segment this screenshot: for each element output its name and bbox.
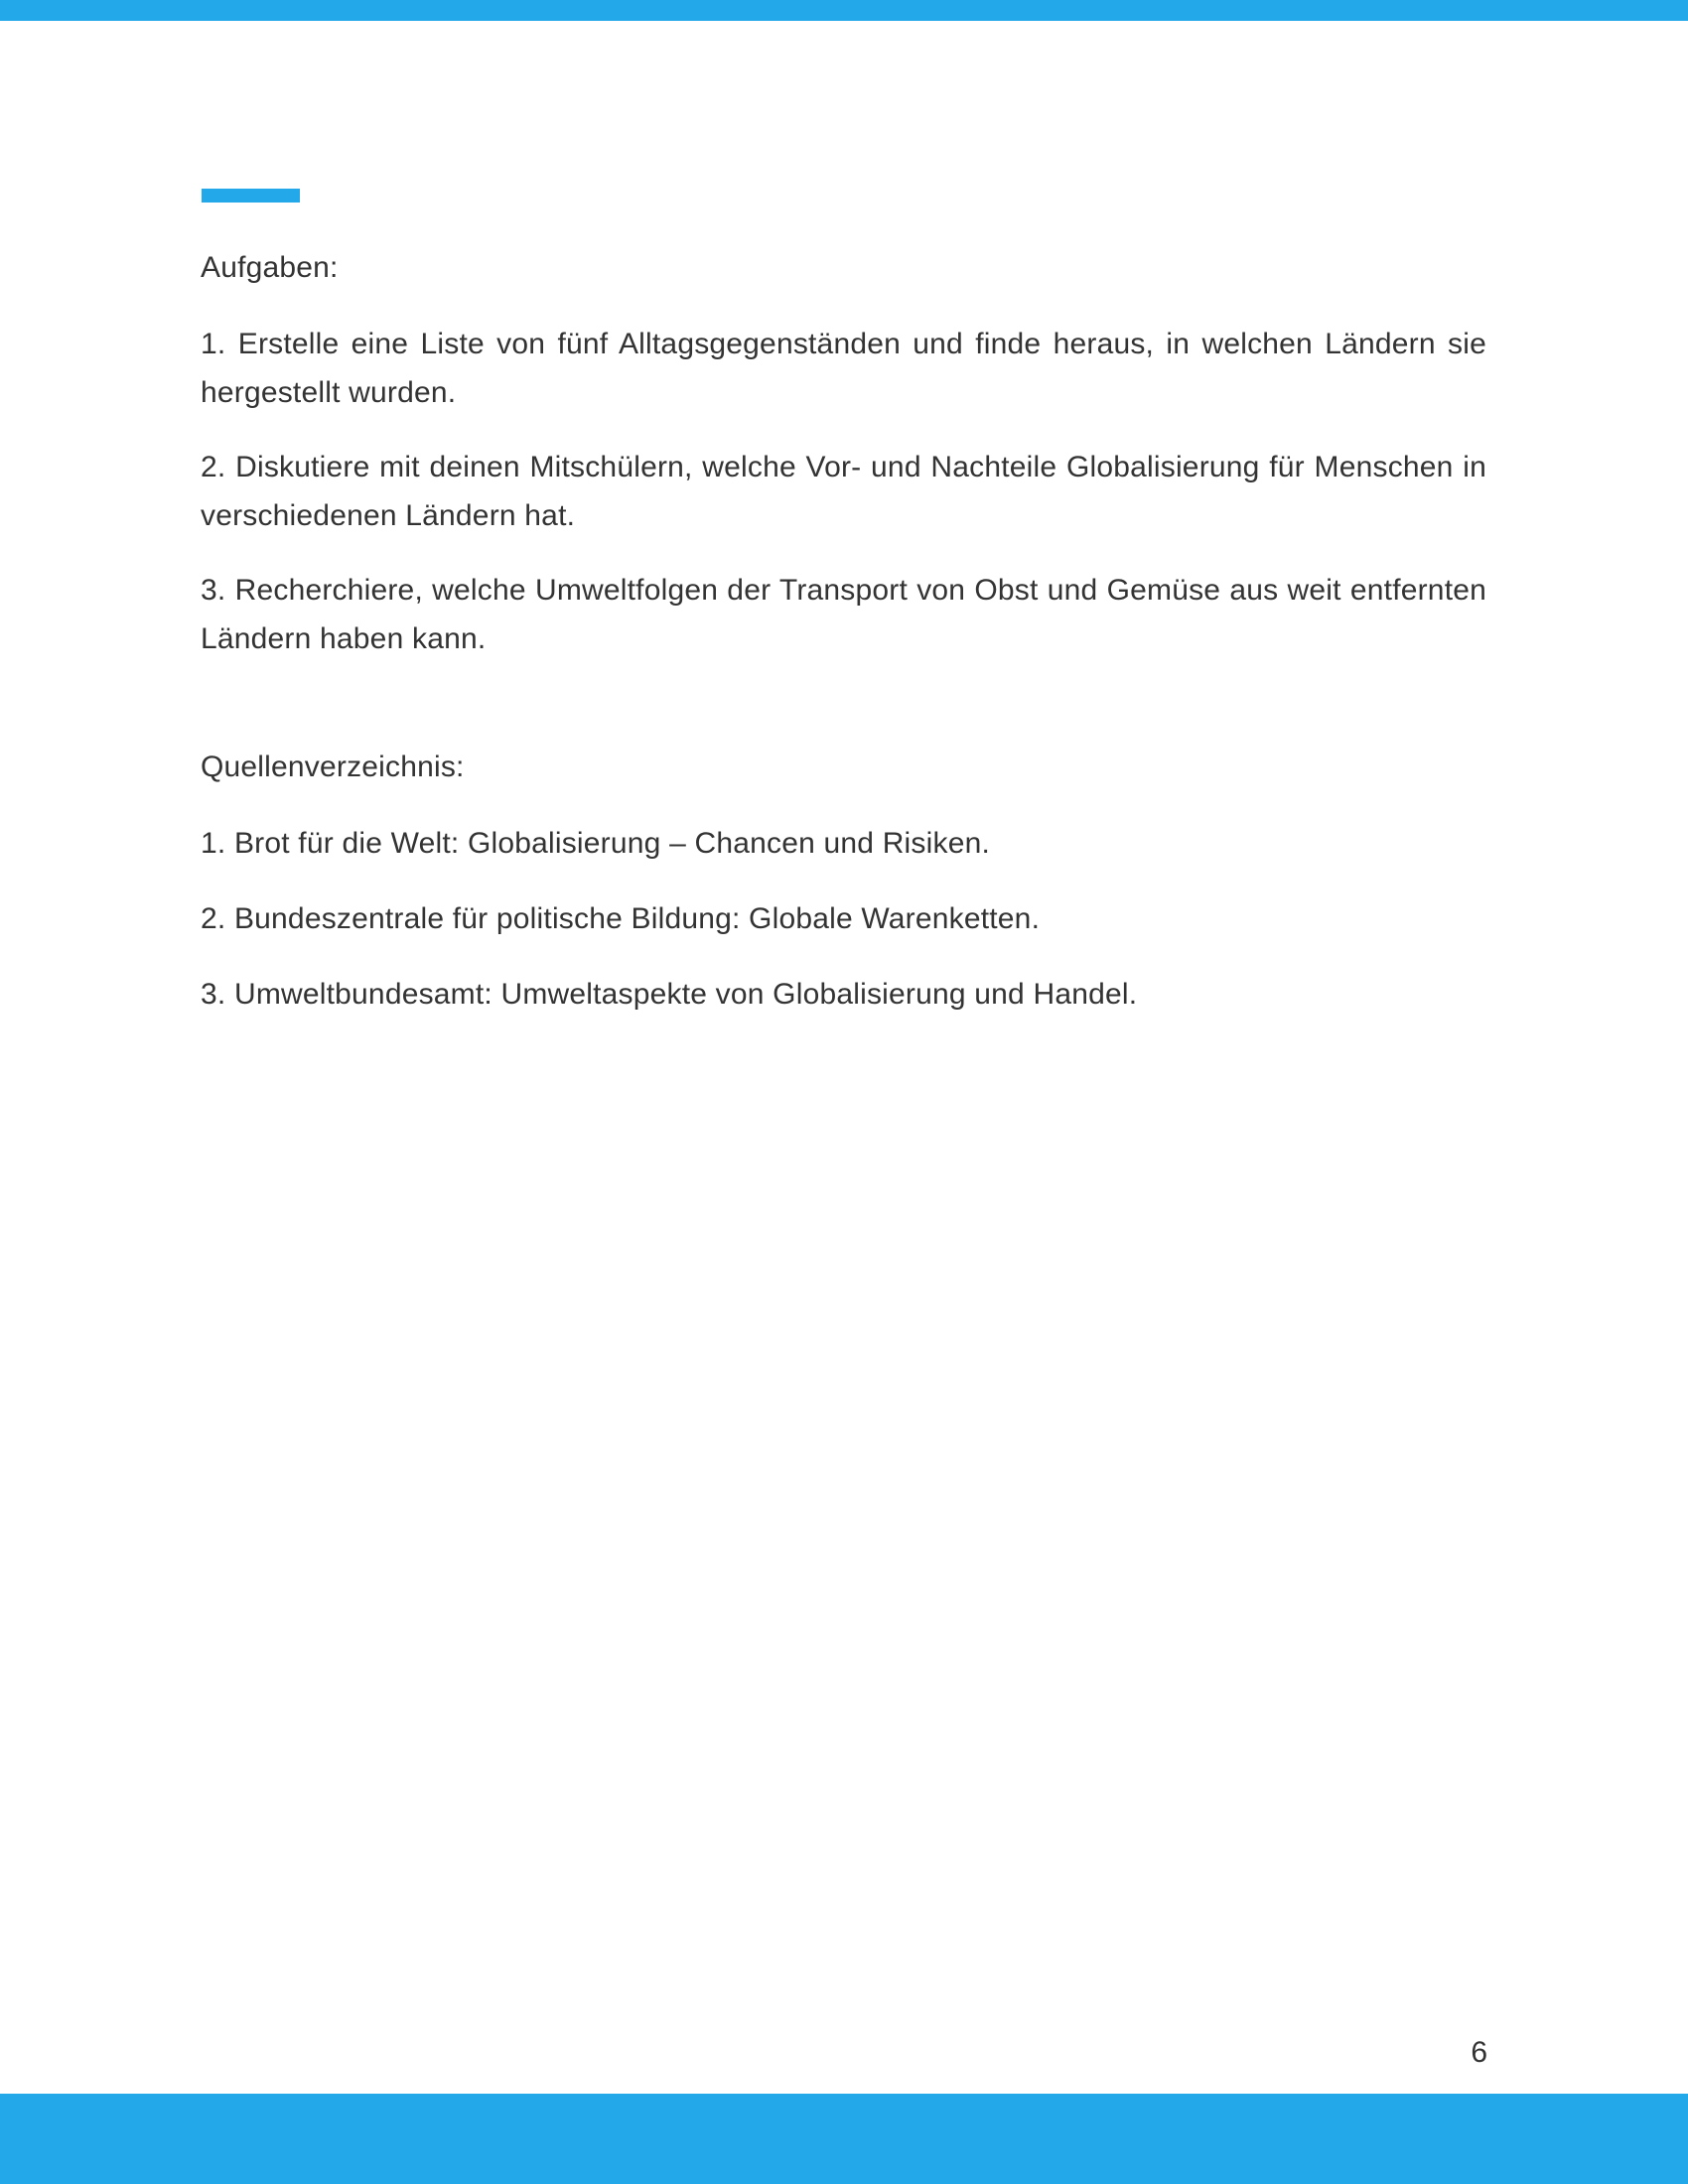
page-number: 6 bbox=[1471, 2036, 1487, 2069]
tasks-heading: Aufgaben: bbox=[201, 251, 339, 284]
task-item-3: 3. Recherchiere, welche Umweltfolgen der Transport von Obst und Gemüse aus weit entfernten Ländern haben kann. bbox=[201, 574, 1486, 655]
section-accent-mark bbox=[202, 189, 300, 203]
top-accent-bar bbox=[0, 0, 1688, 21]
task-item-1: 1. Erstelle eine Liste von fünf Alltagsgegenständen und finde heraus, in welchen Ländern sie hergestellt wurden. bbox=[201, 328, 1486, 409]
source-item-2: 2. Bundeszentrale für politische Bildung: Globale Warenketten. bbox=[201, 902, 1041, 935]
bottom-accent-bar bbox=[0, 2094, 1688, 2184]
sources-heading: Quellenverzeichnis: bbox=[201, 751, 465, 783]
tasks-section bbox=[201, 243, 1486, 663]
task-item-2: 2. Diskutiere mit deinen Mitschülern, welche Vor- und Nachteile Globalisierung für Menschen in verschiedenen Ländern hat. bbox=[201, 451, 1486, 532]
sources-section bbox=[201, 743, 1486, 1019]
source-item-3: 3. Umweltbundesamt: Umweltaspekte von Globalisierung und Handel. bbox=[201, 978, 1138, 1011]
page-content bbox=[201, 243, 1486, 1045]
source-item-1: 1. Brot für die Welt: Globalisierung – Chancen und Risiken. bbox=[201, 827, 990, 860]
